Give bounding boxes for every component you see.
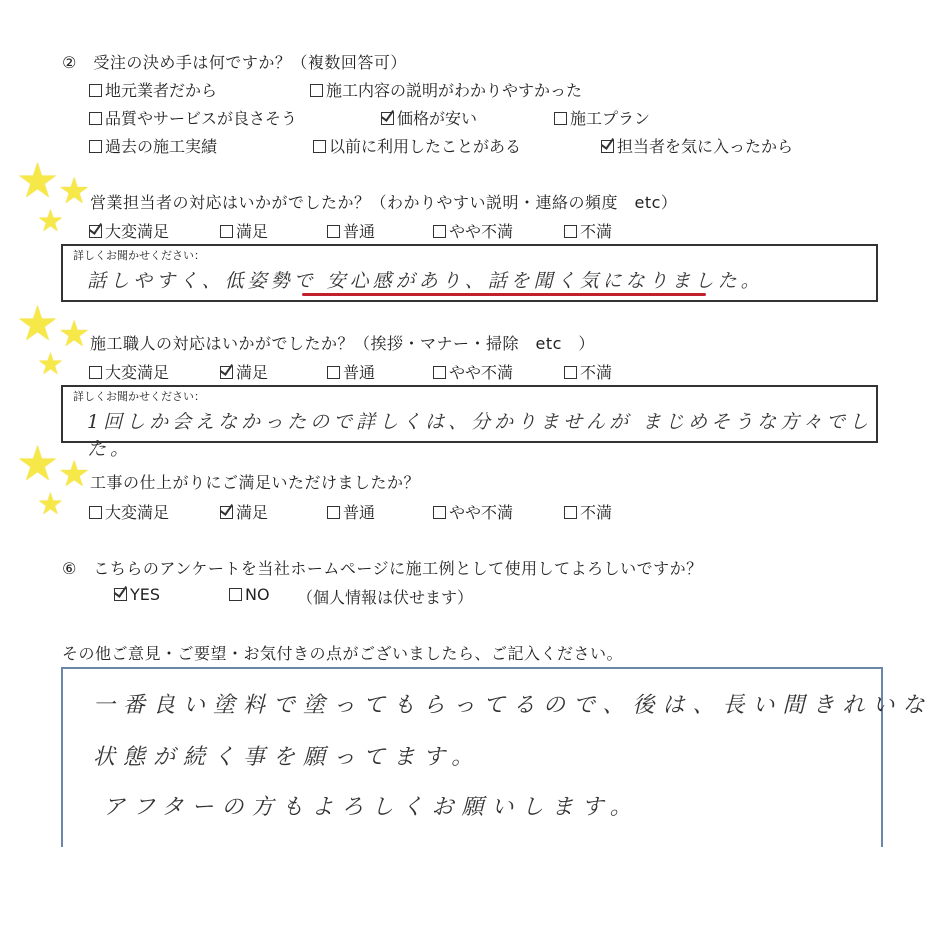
star-icon: ★ xyxy=(37,204,64,239)
q4-option[interactable]: やや不満 xyxy=(433,360,513,383)
q3-option[interactable]: 普通 xyxy=(327,219,375,242)
q2-title: ② 受注の決め手は何ですか？（複数回答可） xyxy=(62,53,407,72)
checkbox-checked[interactable] xyxy=(89,225,102,238)
detail-label: 詳しくお聞かせください： xyxy=(73,390,205,403)
q4-title: 施工職人の対応はいかがでしたか？（挨拶・マナー・掃除 etc ） xyxy=(90,334,595,353)
q2-option[interactable]: 品質やサービスが良さそう xyxy=(89,106,297,129)
star-icon: ★ xyxy=(16,296,60,352)
q3-handwritten-answer: 話しやすく、低姿勢で 安心感があり、話を聞く気になりました。 xyxy=(87,270,764,292)
q2-option[interactable]: 以前に利用したことがある xyxy=(313,134,521,157)
q2-option[interactable]: 施工内容の説明がわかりやすかった xyxy=(310,78,582,101)
checkbox[interactable] xyxy=(89,84,102,97)
q5-option[interactable]: 大変満足 xyxy=(89,500,169,523)
checkbox[interactable] xyxy=(564,506,577,519)
checkbox-checked[interactable] xyxy=(220,366,233,379)
q6-yes-option[interactable]: YES xyxy=(114,585,160,604)
checkbox[interactable] xyxy=(310,84,323,97)
checkbox-checked[interactable] xyxy=(601,140,614,153)
checkbox[interactable] xyxy=(327,225,340,238)
q5-option[interactable]: 不満 xyxy=(564,500,612,523)
checkbox[interactable] xyxy=(89,506,102,519)
checkbox[interactable] xyxy=(89,140,102,153)
q4-detail-box[interactable] xyxy=(61,385,878,460)
q3-title: 営業担当者の対応はいかがでしたか？（わかりやすい説明・連絡の頻度 etc） xyxy=(90,193,678,212)
checkbox[interactable] xyxy=(313,140,326,153)
star-icon: ★ xyxy=(58,171,91,212)
q2-option[interactable]: 担当者を気に入ったから xyxy=(601,134,793,157)
q3-option[interactable]: 大変満足 xyxy=(89,219,169,242)
q3-option[interactable]: 不満 xyxy=(564,219,612,242)
q4-option[interactable]: 大変満足 xyxy=(89,360,169,383)
star-icon: ★ xyxy=(16,436,60,492)
q5-option[interactable]: 満足 xyxy=(220,500,268,523)
q5-option[interactable]: 普通 xyxy=(327,500,375,523)
q4-option[interactable]: 不満 xyxy=(564,360,612,383)
red-underline xyxy=(302,293,706,296)
q4-option[interactable]: 満足 xyxy=(220,360,268,383)
checkbox-checked[interactable] xyxy=(220,506,233,519)
star-icon: ★ xyxy=(37,347,64,382)
checkbox-checked[interactable] xyxy=(381,112,394,125)
checkbox[interactable] xyxy=(327,366,340,379)
checkbox[interactable] xyxy=(89,112,102,125)
detail-label: 詳しくお聞かせください： xyxy=(73,249,205,262)
q6-title: ⑥ こちらのアンケートを当社ホームページに施工例として使用してよろしいですか？ xyxy=(62,559,703,578)
checkbox[interactable] xyxy=(564,225,577,238)
checkbox[interactable] xyxy=(327,506,340,519)
q5-title: 工事の仕上がりにご満足いただけましたか？ xyxy=(90,473,421,492)
other-title: その他ご意見・ご要望・お気付きの点がございましたら、ご記入ください。 xyxy=(62,644,624,663)
star-icon: ★ xyxy=(16,153,60,209)
q6-note: （個人情報は伏せます） xyxy=(297,588,474,607)
star-icon: ★ xyxy=(37,487,64,522)
q3-option[interactable]: やや不満 xyxy=(433,219,513,242)
q4-handwritten-answer: 1回しか会えなかったので詳しくは、分かりませんが まじめそうな方々でした。 xyxy=(87,411,873,460)
q4-option[interactable]: 普通 xyxy=(327,360,375,383)
checkbox[interactable] xyxy=(433,225,446,238)
q3-option[interactable]: 満足 xyxy=(220,219,268,242)
checkbox[interactable] xyxy=(89,366,102,379)
star-icon: ★ xyxy=(58,454,91,495)
comment-line: アフターの方もよろしくお願いします。 xyxy=(103,795,640,820)
checkbox[interactable] xyxy=(433,506,446,519)
checkbox[interactable] xyxy=(220,225,233,238)
comment-line: 一番良い塗料で塗ってもらってるので、後は、長い間きれいな xyxy=(93,693,933,718)
checkbox[interactable] xyxy=(229,588,242,601)
checkbox[interactable] xyxy=(554,112,567,125)
checkbox[interactable] xyxy=(433,366,446,379)
q6-no-option[interactable]: NO xyxy=(229,585,270,604)
star-icon: ★ xyxy=(58,314,91,355)
checkbox-checked[interactable] xyxy=(114,588,127,601)
q2-option[interactable]: 価格が安い xyxy=(381,106,477,129)
comment-line: 状態が続く事を願ってます。 xyxy=(93,745,482,770)
checkbox[interactable] xyxy=(564,366,577,379)
q2-option[interactable]: 過去の施工実績 xyxy=(89,134,217,157)
q2-option[interactable]: 地元業者だから xyxy=(89,78,217,101)
q5-option[interactable]: やや不満 xyxy=(433,500,513,523)
q2-option[interactable]: 施工プラン xyxy=(554,106,650,129)
